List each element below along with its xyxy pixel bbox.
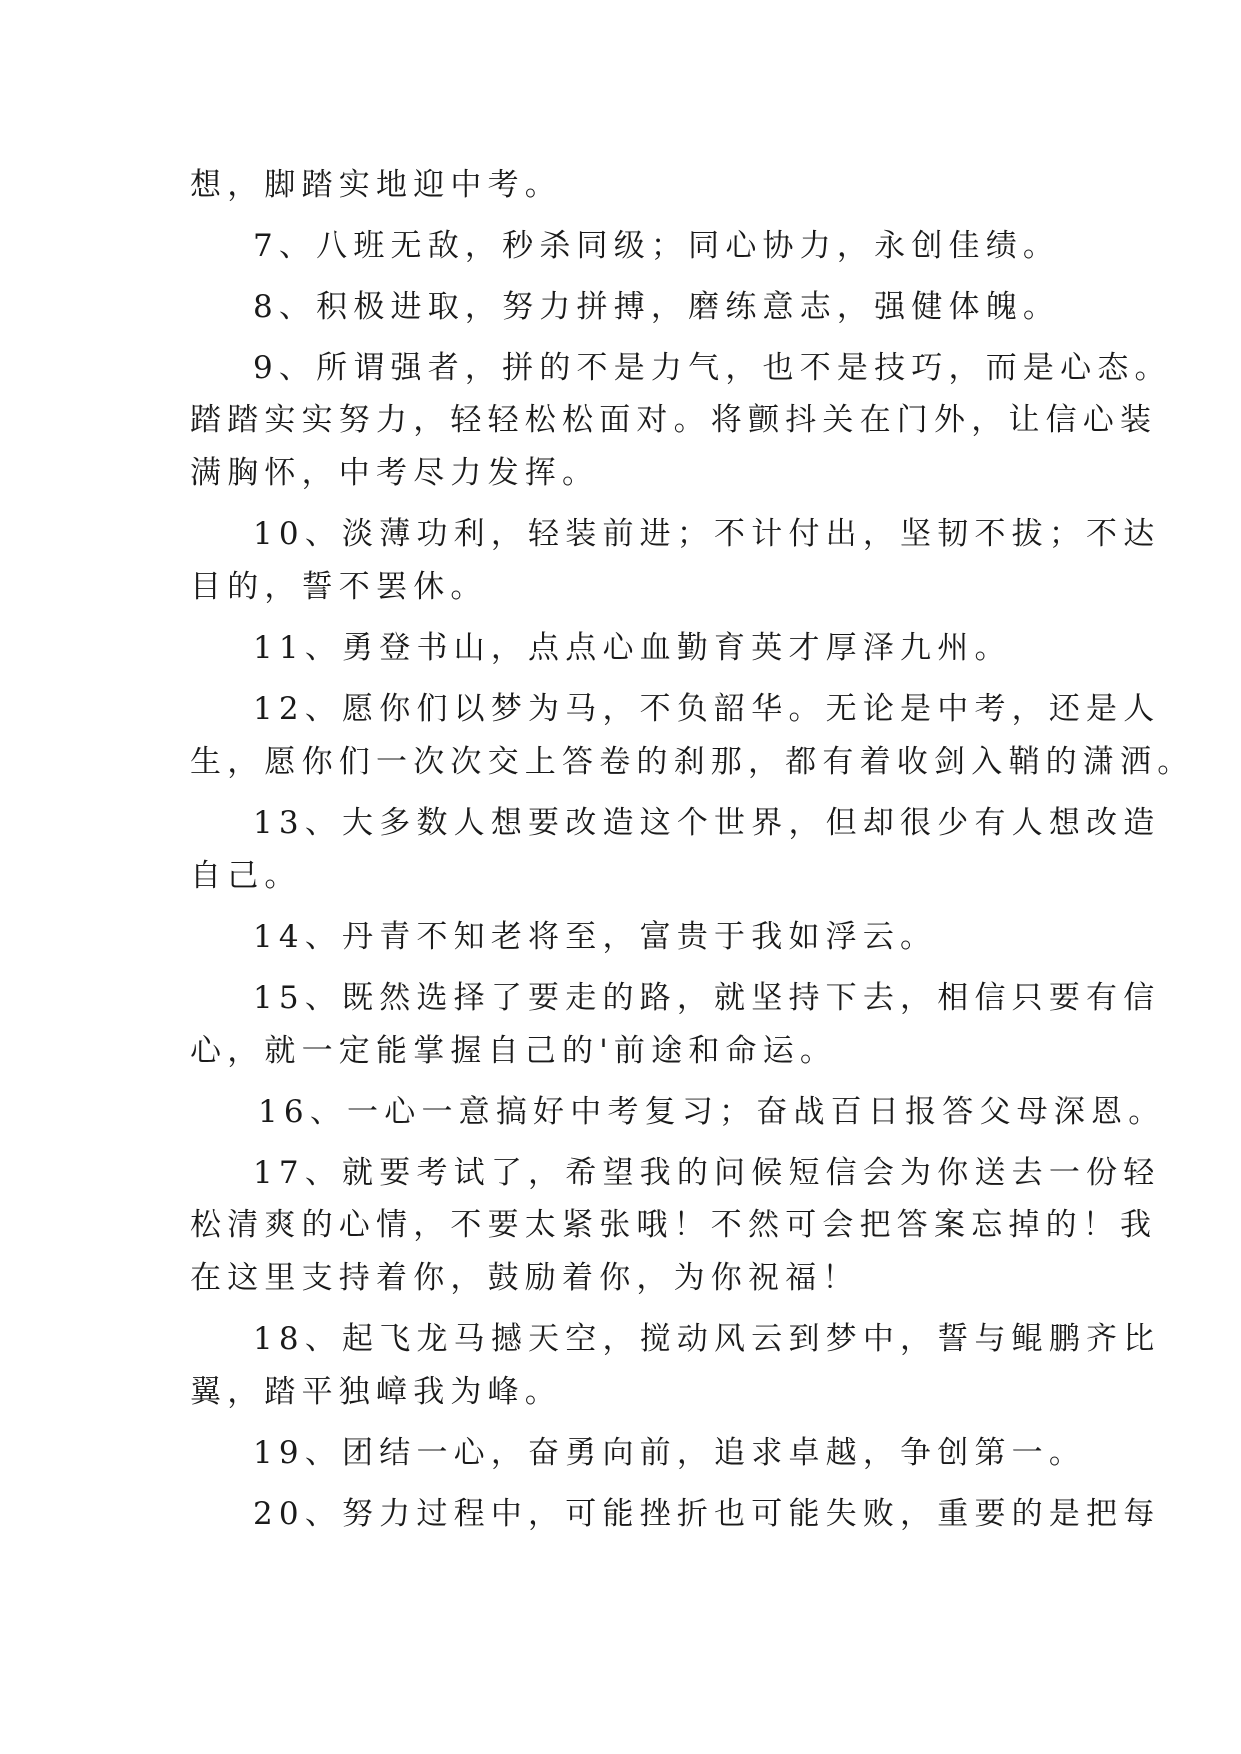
item-10-continuation: 目的，誓不罢休。 (190, 569, 488, 605)
item-11-line: 11、勇登书山，点点心血勤育英才厚泽九州。 (253, 630, 1012, 666)
item-18-continuation: 翼，踏平独嶂我为峰。 (190, 1374, 562, 1410)
item-8-line: 8、积极进取，努力拼搏，磨练意志，强健体魄。 (253, 289, 1061, 325)
item-20-line: 20、努力过程中，可能挫折也可能失败，重要的是把每 (253, 1496, 1161, 1532)
item-18-line: 18、起飞龙马撼天空，搅动风云到梦中，誓与鲲鹏齐比 (253, 1321, 1161, 1357)
paragraph-line: 想，脚踏实地迎中考。 (190, 167, 562, 203)
item-17-continuation: 松清爽的心情，不要太紧张哦！不然可会把答案忘掉的！我 (190, 1207, 1158, 1243)
item-15-line: 15、既然选择了要走的路，就坚持下去，相信只要有信 (253, 980, 1161, 1016)
item-9-continuation: 满胸怀，中考尽力发挥。 (190, 455, 600, 491)
item-19-line: 19、团结一心，奋勇向前，追求卓越，争创第一。 (253, 1435, 1087, 1471)
item-10-line: 10、淡薄功利，轻装前进；不计付出，坚韧不拔；不达 (253, 516, 1161, 552)
item-7-line: 7、八班无敌，秒杀同级；同心协力，永创佳绩。 (253, 228, 1061, 264)
item-9-continuation: 踏踏实实努力，轻轻松松面对。将颤抖关在门外，让信心装 (190, 402, 1158, 438)
item-12-line: 12、愿你们以梦为马，不负韶华。无论是中考，还是人 (253, 691, 1161, 727)
item-13-line: 13、大多数人想要改造这个世界，但却很少有人想改造 (253, 805, 1161, 841)
item-12-continuation: 生，愿你们一次次交上答卷的刹那，都有着收剑入鞘的潇洒。 (190, 744, 1195, 780)
item-17-continuation: 在这里支持着你，鼓励着你，为你祝福！ (190, 1260, 860, 1296)
item-17-line: 17、就要考试了，希望我的问候短信会为你送去一份轻 (253, 1155, 1161, 1191)
item-16-line: 16、一心一意搞好中考复习；奋战百日报答父母深恩。 (258, 1094, 1166, 1130)
item-15-continuation: 心，就一定能掌握自己的'前途和命运。 (190, 1033, 838, 1069)
item-9-line: 9、所谓强者，拼的不是力气，也不是技巧，而是心态。 (253, 350, 1172, 386)
item-14-line: 14、丹青不知老将至，富贵于我如浮云。 (253, 919, 938, 955)
item-13-continuation: 自己。 (190, 858, 302, 894)
